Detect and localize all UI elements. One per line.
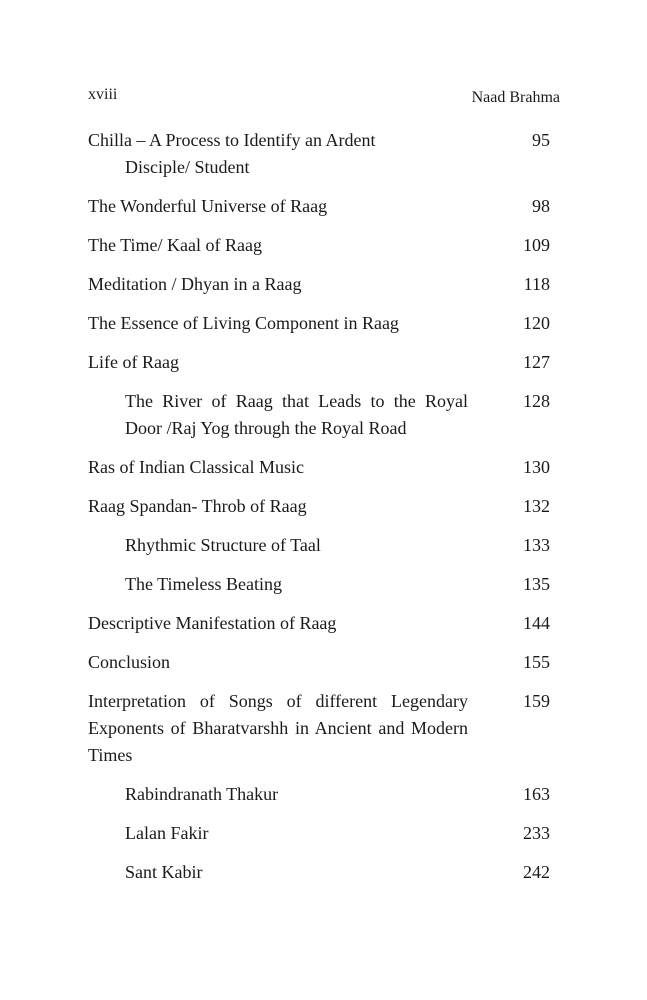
toc-entry[interactable] [88, 454, 550, 481]
running-header-title: Naad Brahma [471, 89, 560, 106]
toc-entry-page: 233 [523, 823, 550, 843]
toc-entry-title: Life of Raag [88, 352, 179, 372]
toc-entry[interactable] [88, 493, 550, 520]
toc-entry-page: 155 [523, 652, 550, 672]
toc-entry-page: 242 [523, 862, 550, 882]
toc-subentry[interactable] [88, 781, 550, 808]
toc-entry-page: 130 [523, 457, 550, 477]
toc-entry-title: The Timeless Beating [125, 574, 282, 594]
toc-entry-page: 163 [523, 784, 550, 804]
toc-entry-page: 133 [523, 535, 550, 555]
toc-entry-title: Conclusion [88, 652, 171, 672]
toc-entry-page: 109 [523, 235, 550, 255]
toc-entry[interactable] [88, 688, 550, 769]
toc-entry-title: Interpretation of Songs of different Legendary Exponents of Bharatvarshh in Ancient and Modern Times [88, 691, 468, 765]
toc-entry-title: Chilla – A Process to Identify an Ardent [88, 130, 376, 150]
table-of-contents [88, 127, 550, 898]
toc-entry-title: The Wonderful Universe of Raag [88, 196, 328, 216]
toc-entry-title: Meditation / Dhyan in a Raag [88, 274, 302, 294]
toc-entry-title: Raag Spandan- Throb of Raag [88, 496, 307, 516]
toc-subentry[interactable] [88, 571, 550, 598]
toc-entry-page: 144 [523, 613, 550, 633]
toc-entry-title: Sant Kabir [125, 862, 203, 882]
toc-entry[interactable] [88, 649, 550, 676]
toc-entry-title-continuation: Disciple/ Student [125, 157, 250, 177]
toc-entry-page: 159 [523, 691, 550, 711]
toc-subentry[interactable] [88, 388, 550, 442]
toc-entry[interactable] [88, 193, 550, 220]
toc-entry-title: The Essence of Living Component in Raag [88, 313, 399, 333]
toc-entry[interactable] [88, 271, 550, 298]
toc-subentry[interactable] [88, 532, 550, 559]
page-number: xviii [88, 86, 118, 103]
toc-entry-title: Lalan Fakir [125, 823, 209, 843]
toc-entry-title: Descriptive Manifestation of Raag [88, 613, 337, 633]
toc-entry-page: 95 [532, 130, 550, 150]
toc-entry[interactable] [88, 127, 550, 181]
toc-entry[interactable] [88, 349, 550, 376]
toc-entry-page: 118 [523, 274, 550, 294]
toc-entry[interactable] [88, 310, 550, 337]
toc-entry-title: The Time/ Kaal of Raag [88, 235, 262, 255]
toc-entry-page: 135 [523, 574, 550, 594]
toc-entry-page: 128 [523, 391, 550, 411]
toc-entry-page: 120 [523, 313, 550, 333]
toc-entry-page: 127 [523, 352, 550, 372]
toc-entry-title: Ras of Indian Classical Music [88, 457, 304, 477]
toc-entry[interactable] [88, 232, 550, 259]
toc-entry-title: The River of Raag that Leads to the Royal Door /Raj Yog through the Royal Road [125, 391, 468, 438]
toc-entry-title: Rabindranath Thakur [125, 784, 279, 804]
toc-entry[interactable] [88, 610, 550, 637]
toc-subentry[interactable] [88, 859, 550, 886]
toc-entry-page: 98 [532, 196, 550, 216]
toc-entry-page: 132 [523, 496, 550, 516]
toc-entry-title: Rhythmic Structure of Taal [125, 535, 321, 555]
toc-subentry[interactable] [88, 820, 550, 847]
